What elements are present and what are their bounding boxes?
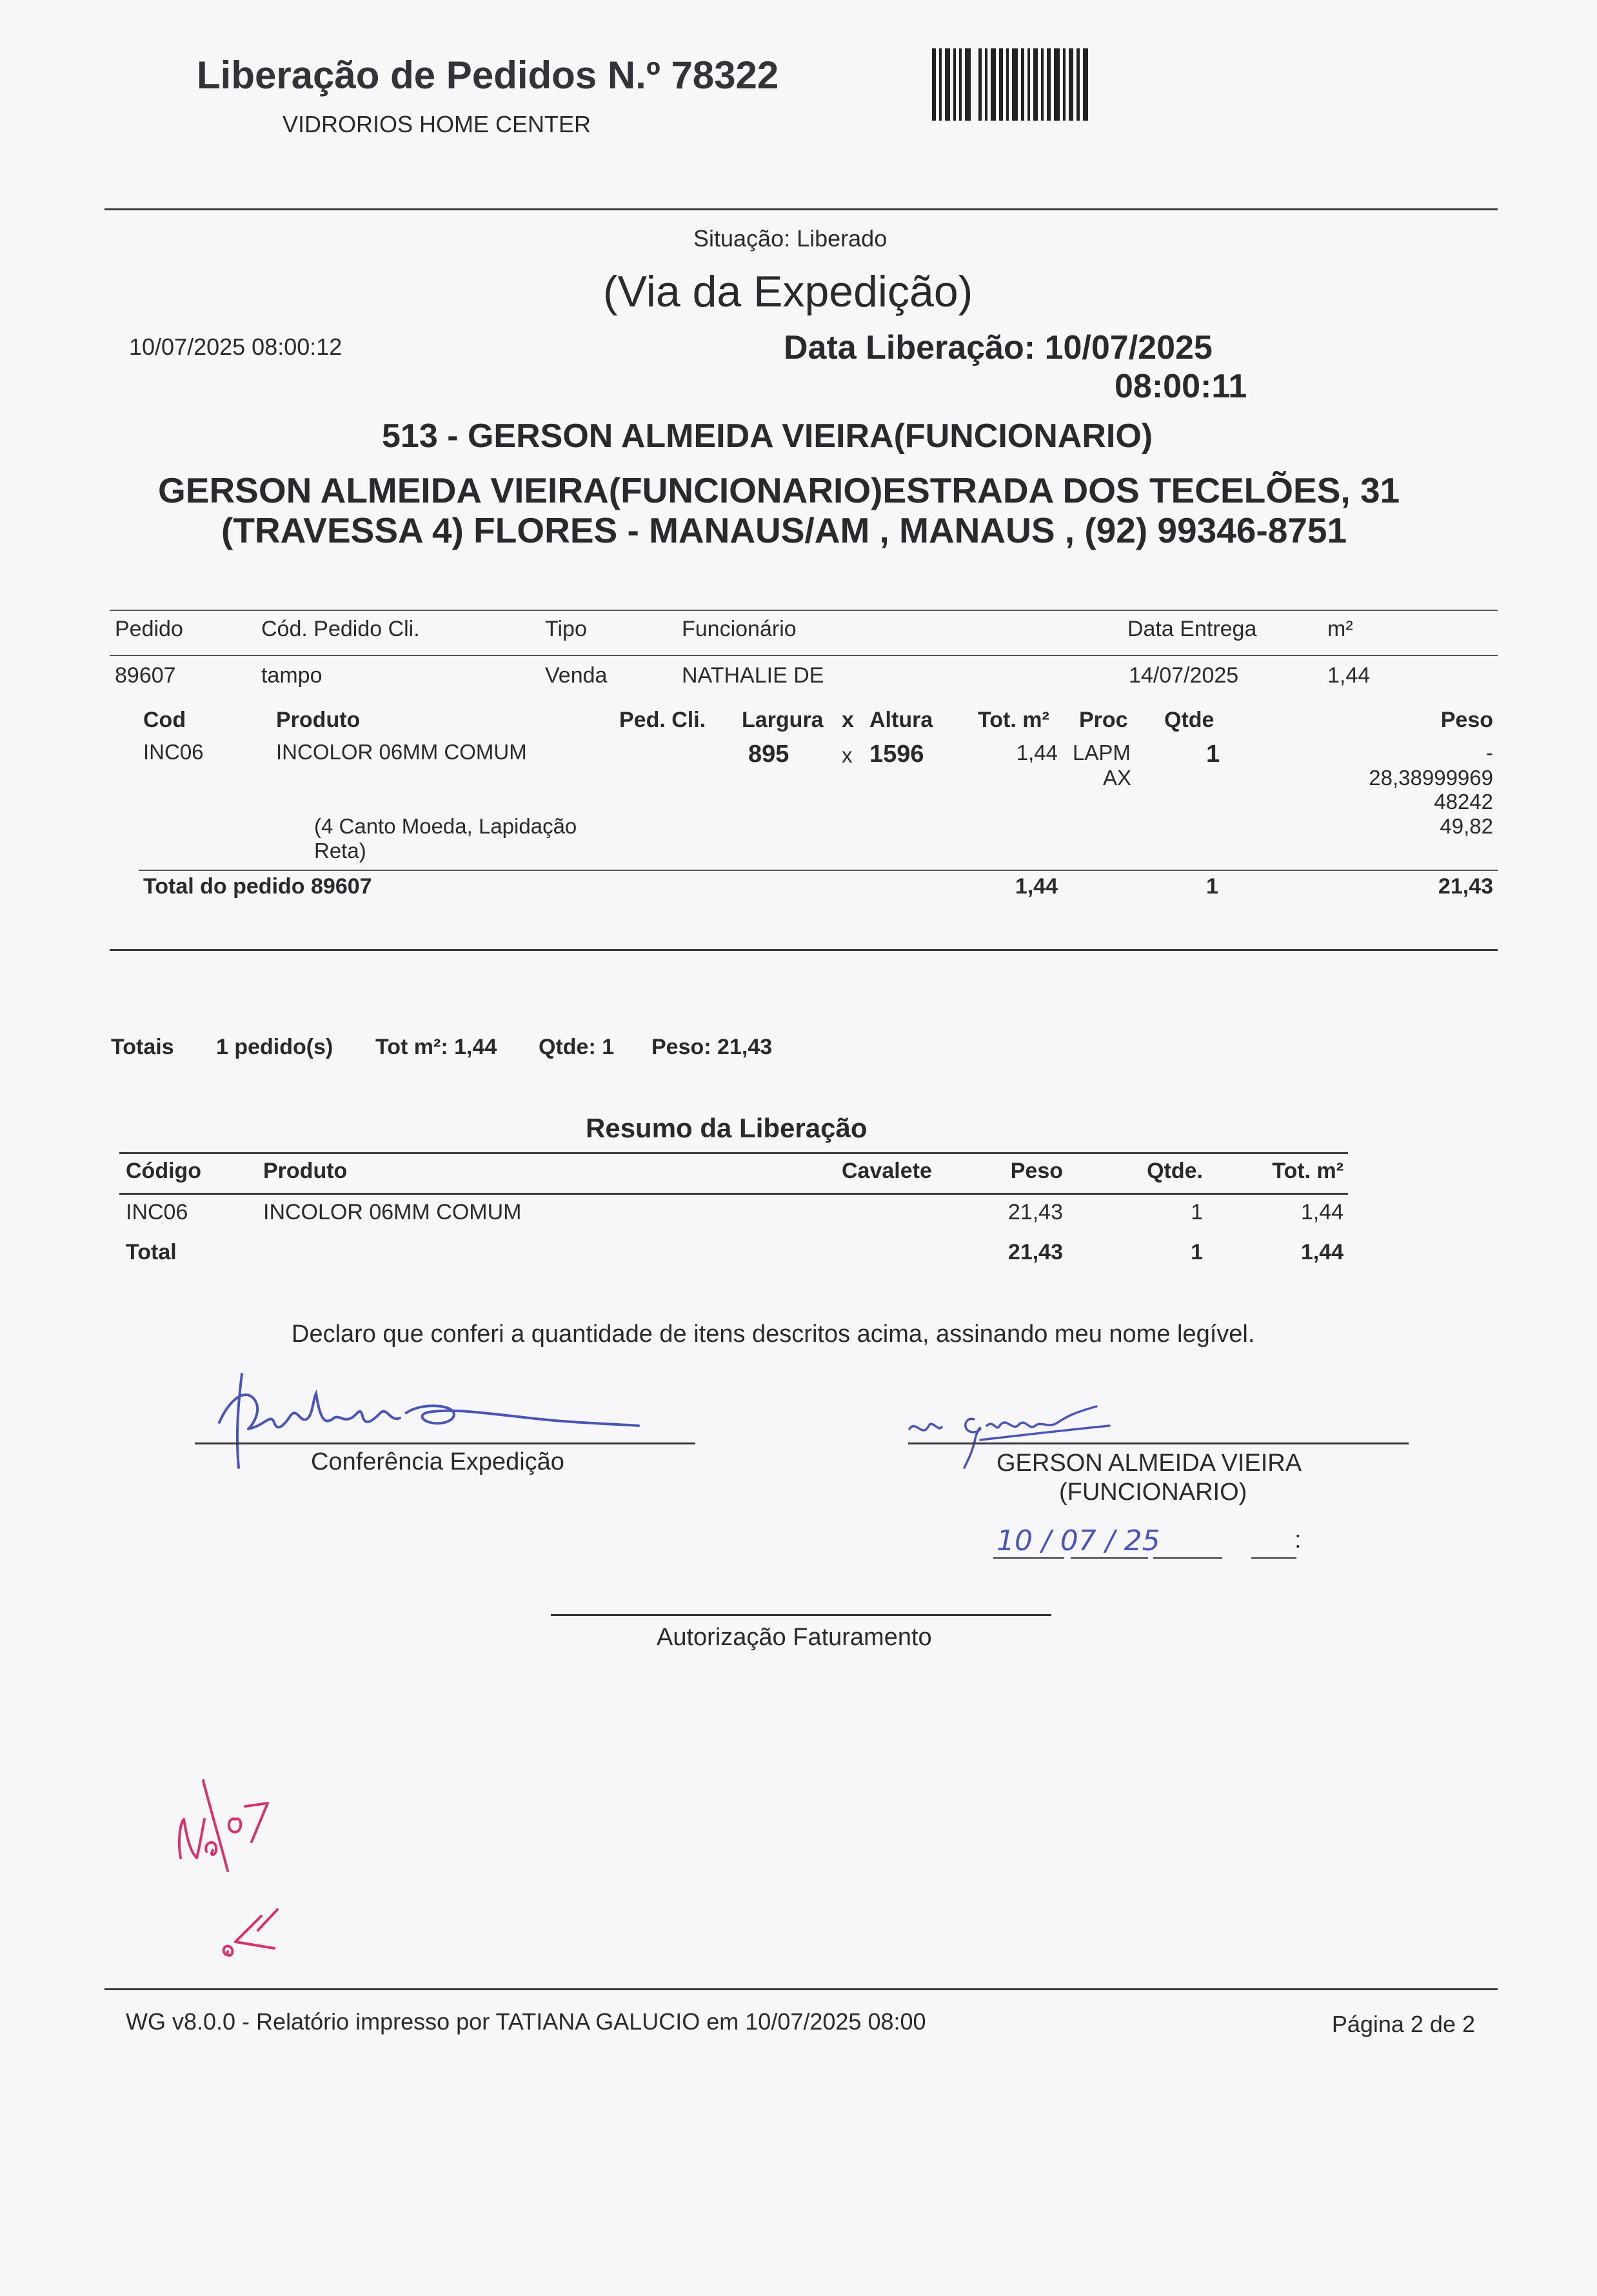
situation-text: Situação: Liberado — [693, 225, 888, 252]
printed-datetime: 10/07/2025 08:00:12 — [129, 334, 342, 360]
company-name: VIDRORIOS HOME CENTER — [283, 111, 591, 137]
order-cod-pedido-cli: tampo — [261, 663, 322, 688]
signature-label-right-line2: (FUNCIONARIO) — [1059, 1479, 1247, 1506]
order-section-divider — [110, 949, 1498, 951]
order-table-header-line — [110, 655, 1498, 656]
items-header-altura: Altura — [869, 708, 933, 732]
order-m2: 1,44 — [1327, 663, 1371, 688]
order-table-top-line — [110, 610, 1498, 611]
signature-line-right — [908, 1442, 1409, 1444]
summary-top-line — [119, 1152, 1348, 1154]
billing-label: Autorização Faturamento — [657, 1624, 932, 1651]
order-total-peso: 21,43 — [1438, 874, 1493, 899]
footer-divider — [104, 1988, 1498, 1990]
summary-row-qtde: 1 — [1191, 1200, 1203, 1224]
items-header-produto: Produto — [276, 708, 361, 732]
billing-signature-line — [551, 1614, 1051, 1616]
item-produto: INCOLOR 06MM COMUM — [276, 740, 527, 764]
declaration-text: Declaro que conferi a quantidade de itens descritos acima, assinando meu nome legível. — [292, 1321, 1255, 1348]
footer-printed-by: WG v8.0.0 - Relatório impresso por TATIANA GALUCIO em 10/07/2025 08:00 — [126, 2008, 926, 2035]
client-address-line2: (TRAVESSA 4) FLORES - MANAUS/AM , MANAUS , (92) 99346-8751 — [221, 510, 1347, 550]
totals-qtde: Qtde: 1 — [539, 1035, 615, 1059]
order-funcionario: NATHALIE DE — [682, 663, 824, 688]
summary-row-tot-m2: 1,44 — [1300, 1200, 1344, 1224]
order-header-funcionario: Funcionário — [682, 617, 797, 641]
order-header-m2: m² — [1327, 617, 1353, 641]
summary-total-label: Total — [126, 1240, 177, 1264]
summary-total-qtde: 1 — [1191, 1240, 1203, 1264]
item-x: x — [842, 743, 853, 767]
summary-row-produto: INCOLOR 06MM COMUM — [263, 1200, 522, 1224]
barcode — [932, 48, 1091, 121]
items-header-ped-cli: Ped. Cli. — [619, 708, 706, 732]
items-header-tot-m2: Tot. m² — [978, 708, 1049, 732]
summary-header-cavalete: Cavalete — [842, 1159, 932, 1183]
order-header-tipo: Tipo — [545, 617, 587, 641]
item-tot-m2: 1,44 — [1016, 741, 1058, 764]
item-peso-line2: 28,38999969 — [1369, 766, 1493, 790]
summary-total-peso: 21,43 — [1007, 1240, 1063, 1264]
order-pedido: 89607 — [115, 663, 176, 688]
release-date: Data Liberação: 10/07/2025 — [784, 329, 1213, 366]
order-data-entrega: 14/07/2025 — [1129, 663, 1239, 688]
order-header-pedido: Pedido — [115, 617, 183, 641]
items-header-qtde: Qtde — [1164, 708, 1215, 732]
item-proc-line2: AX — [1103, 766, 1132, 790]
summary-row-peso: 21,43 — [1007, 1200, 1063, 1224]
items-header-x: x — [842, 708, 854, 732]
signature-label-right-line1: GERSON ALMEIDA VIEIRA — [997, 1450, 1302, 1477]
item-note-line2: Reta) — [314, 839, 366, 863]
summary-header-produto: Produto — [263, 1159, 348, 1183]
order-total-m2: 1,44 — [1015, 874, 1058, 899]
item-peso-line4: 49,82 — [1440, 814, 1493, 838]
order-header-data-entrega: Data Entrega — [1127, 617, 1257, 641]
release-time: 08:00:11 — [1115, 368, 1247, 405]
items-header-largura: Largura — [742, 708, 824, 732]
order-total-qtde: 1 — [1206, 874, 1218, 899]
item-altura: 1596 — [869, 741, 924, 768]
order-total-label: Total do pedido 89607 — [143, 874, 372, 899]
totals-peso: Peso: 21,43 — [651, 1035, 773, 1059]
item-peso-line1: - — [1486, 741, 1493, 764]
client-name: 513 - GERSON ALMEIDA VIEIRA(FUNCIONARIO) — [382, 417, 1153, 455]
client-address-line1: GERSON ALMEIDA VIEIRA(FUNCIONARIO)ESTRADA DOS TECELÕES, 31 — [158, 470, 1400, 510]
handwritten-date — [993, 1519, 1316, 1564]
via-title: (Via da Expedição) — [603, 267, 973, 316]
item-largura: 895 — [748, 741, 789, 768]
items-total-line — [139, 870, 1498, 871]
handwritten-date-text: 10 / 07 / 25 — [997, 1524, 1160, 1557]
item-note-line1: (4 Canto Moeda, Lapidação — [314, 814, 577, 838]
item-cod: INC06 — [143, 740, 204, 764]
summary-header-qtde: Qtde. — [1147, 1159, 1203, 1183]
item-peso-line3: 48242 — [1434, 790, 1493, 814]
summary-title: Resumo da Liberação — [586, 1113, 868, 1143]
item-qtde: 1 — [1206, 741, 1220, 768]
signature-label-left: Conferência Expedição — [311, 1448, 564, 1475]
totals-label: Totais — [111, 1035, 174, 1059]
item-proc-line1: LAPM — [1073, 741, 1131, 764]
header-divider — [104, 208, 1498, 210]
handwritten-time-colon: : — [1294, 1526, 1302, 1553]
handwritten-note — [171, 1768, 364, 1974]
summary-row-codigo: INC06 — [126, 1200, 188, 1224]
summary-header-line — [119, 1193, 1348, 1195]
footer-page-number: Página 2 de 2 — [1331, 2011, 1475, 2037]
order-tipo: Venda — [545, 663, 608, 688]
totals-m2: Tot m²: 1,44 — [375, 1035, 497, 1059]
order-header-cod-pedido-cli: Cód. Pedido Cli. — [261, 617, 420, 641]
document-title: Liberação de Pedidos N.º 78322 — [197, 54, 779, 97]
summary-header-codigo: Código — [126, 1159, 202, 1183]
items-header-cod: Cod — [143, 708, 186, 732]
totals-pedidos: 1 pedido(s) — [216, 1035, 333, 1059]
items-header-proc: Proc — [1079, 708, 1128, 732]
summary-total-tot-m2: 1,44 — [1300, 1240, 1344, 1264]
summary-header-peso: Peso — [1010, 1159, 1063, 1183]
items-header-peso: Peso — [1440, 708, 1493, 732]
summary-header-tot-m2: Tot. m² — [1272, 1159, 1344, 1183]
signature-line-left — [195, 1442, 695, 1444]
